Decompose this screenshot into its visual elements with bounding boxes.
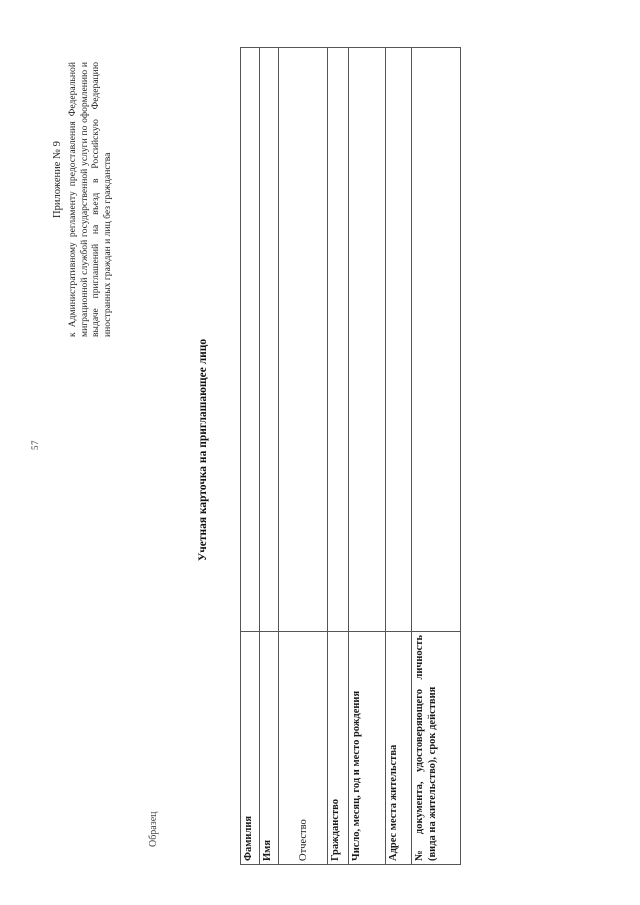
table-row bbox=[412, 48, 461, 865]
table-row bbox=[241, 48, 260, 865]
card-title: Учетная карточка на приглашающее лицо bbox=[197, 338, 209, 562]
patronymic-field[interactable] bbox=[279, 48, 328, 632]
appendix-block bbox=[52, 62, 114, 337]
row-label-citizenship: Гражданство bbox=[328, 632, 349, 865]
table-row bbox=[260, 48, 279, 865]
row-label-name: Имя bbox=[260, 632, 279, 865]
name-field[interactable] bbox=[260, 48, 279, 632]
row-label-surname: Фамилия bbox=[241, 632, 260, 865]
table-row bbox=[279, 48, 328, 865]
sample-label: Образец bbox=[148, 811, 159, 847]
table-row bbox=[328, 48, 349, 865]
table-row bbox=[386, 48, 412, 865]
citizenship-field[interactable] bbox=[328, 48, 349, 632]
row-label-birth: Число, месяц, год и место рождения bbox=[349, 632, 386, 865]
row-label-id-document: № документа, удостоверяющего личность (вида на жительство), срок действия bbox=[412, 632, 461, 865]
row-label-address: Адрес места жительства bbox=[386, 632, 412, 865]
appendix-text: к Административному регламенту предоставления Федеральной миграционной службой государственной услуги по оформлению и выдаче приглашений на въезд в Российскую Федерацию иностранных граждан и лиц без гражданства bbox=[66, 62, 114, 337]
row-label-patronymic: Отчество bbox=[279, 632, 328, 865]
birth-field[interactable] bbox=[349, 48, 386, 632]
appendix-title: Приложение № 9 bbox=[52, 141, 63, 218]
surname-field[interactable] bbox=[241, 48, 260, 632]
table-row bbox=[349, 48, 386, 865]
address-field[interactable] bbox=[386, 48, 412, 632]
page-number: 57 bbox=[30, 440, 40, 450]
card-form-table bbox=[240, 47, 461, 865]
id-document-field[interactable] bbox=[412, 48, 461, 632]
